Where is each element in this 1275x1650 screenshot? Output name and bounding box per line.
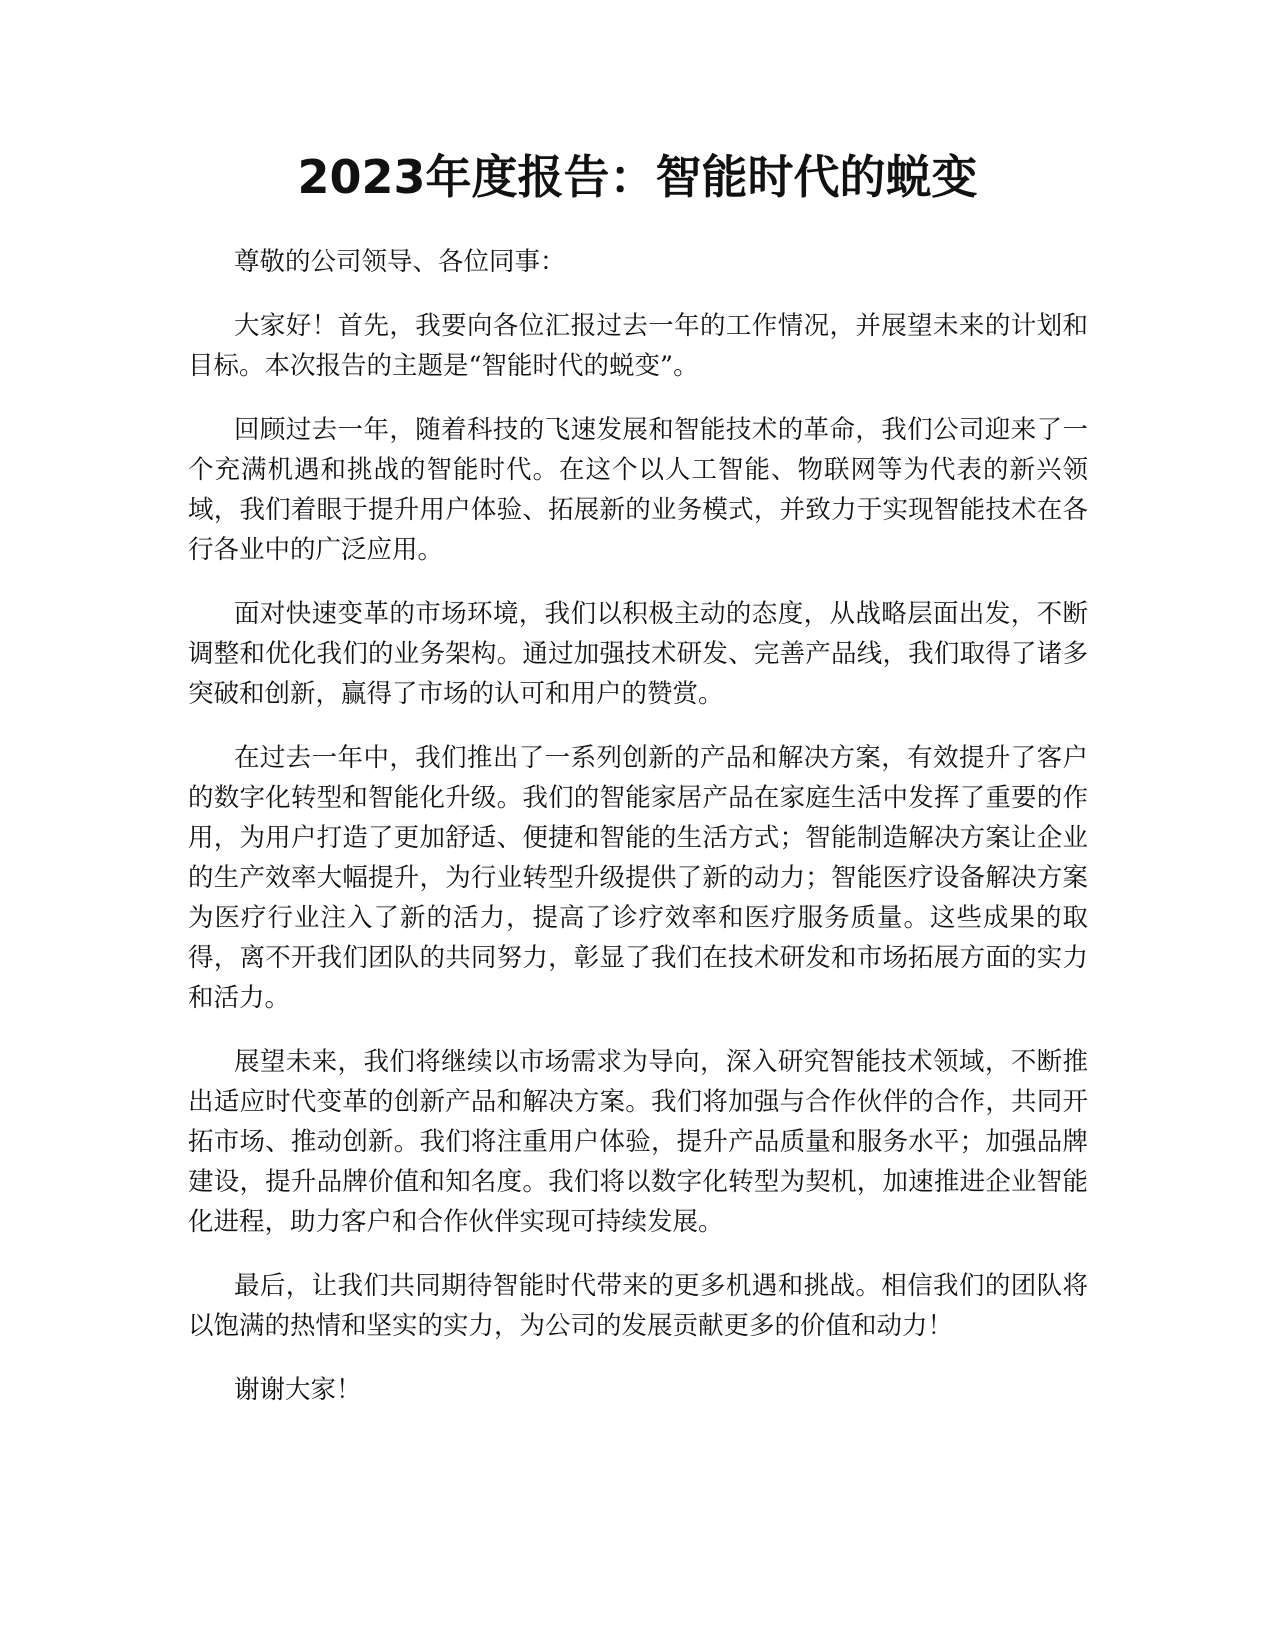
paragraph-strategy: 面对快速变革的市场环境，我们以积极主动的态度，从战略层面出发，不断调整和优化我们的业务架构。通过加强技术研发、完善产品线，我们取得了诸多突破和创新，赢得了市场的认可和用户的赞赏。 (188, 599, 1088, 709)
paragraph-conclusion: 最后，让我们共同期待智能时代带来的更多机遇和挑战。相信我们的团队将以饱满的热情和坚实的实力，为公司的发展贡献更多的价值和动力！ (188, 1271, 1088, 1341)
document-title: 2023年度报告：智能时代的蜕变 (297, 150, 978, 204)
paragraph-greeting: 大家好！首先，我要向各位汇报过去一年的工作情况，并展望未来的计划和目标。本次报告的主题是“智能时代的蜕变”。 (188, 311, 1088, 381)
salutation: 尊敬的公司领导、各位同事： (234, 247, 566, 277)
document-body (188, 242, 1088, 1434)
paragraph-review: 回顾过去一年，随着科技的飞速发展和智能技术的革命，我们公司迎来了一个充满机遇和挑战的智能时代。在这个以人工智能、物联网等为代表的新兴领域，我们着眼于提升用户体验、拓展新的业务模式，并致力于实现智能技术在各行各业中的广泛应用。 (188, 415, 1088, 565)
paragraph-outlook: 展望未来，我们将继续以市场需求为导向，深入研究智能技术领域，不断推出适应时代变革的创新产品和解决方案。我们将加强与合作伙伴的合作，共同开拓市场、推动创新。我们将注重用户体验，提升产品质量和服务水平；加强品牌建设，提升品牌价值和知名度。我们将以数字化转型为契机，加速推进企业智能化进程，助力客户和合作伙伴实现可持续发展。 (188, 1047, 1088, 1237)
paragraph-achievements: 在过去一年中，我们推出了一系列创新的产品和解决方案，有效提升了客户的数字化转型和智能化升级。我们的智能家居产品在家庭生活中发挥了重要的作用，为用户打造了更加舒适、便捷和智能的生活方式；智能制造解决方案让企业的生产效率大幅提升，为行业转型升级提供了新的动力；智能医疗设备解决方案为医疗行业注入了新的活力，提高了诊疗效率和医疗服务质量。这些成果的取得，离不开我们团队的共同努力，彰显了我们在技术研发和市场拓展方面的实力和活力。 (188, 743, 1088, 1013)
closing-remark: 谢谢大家！ (234, 1375, 362, 1405)
